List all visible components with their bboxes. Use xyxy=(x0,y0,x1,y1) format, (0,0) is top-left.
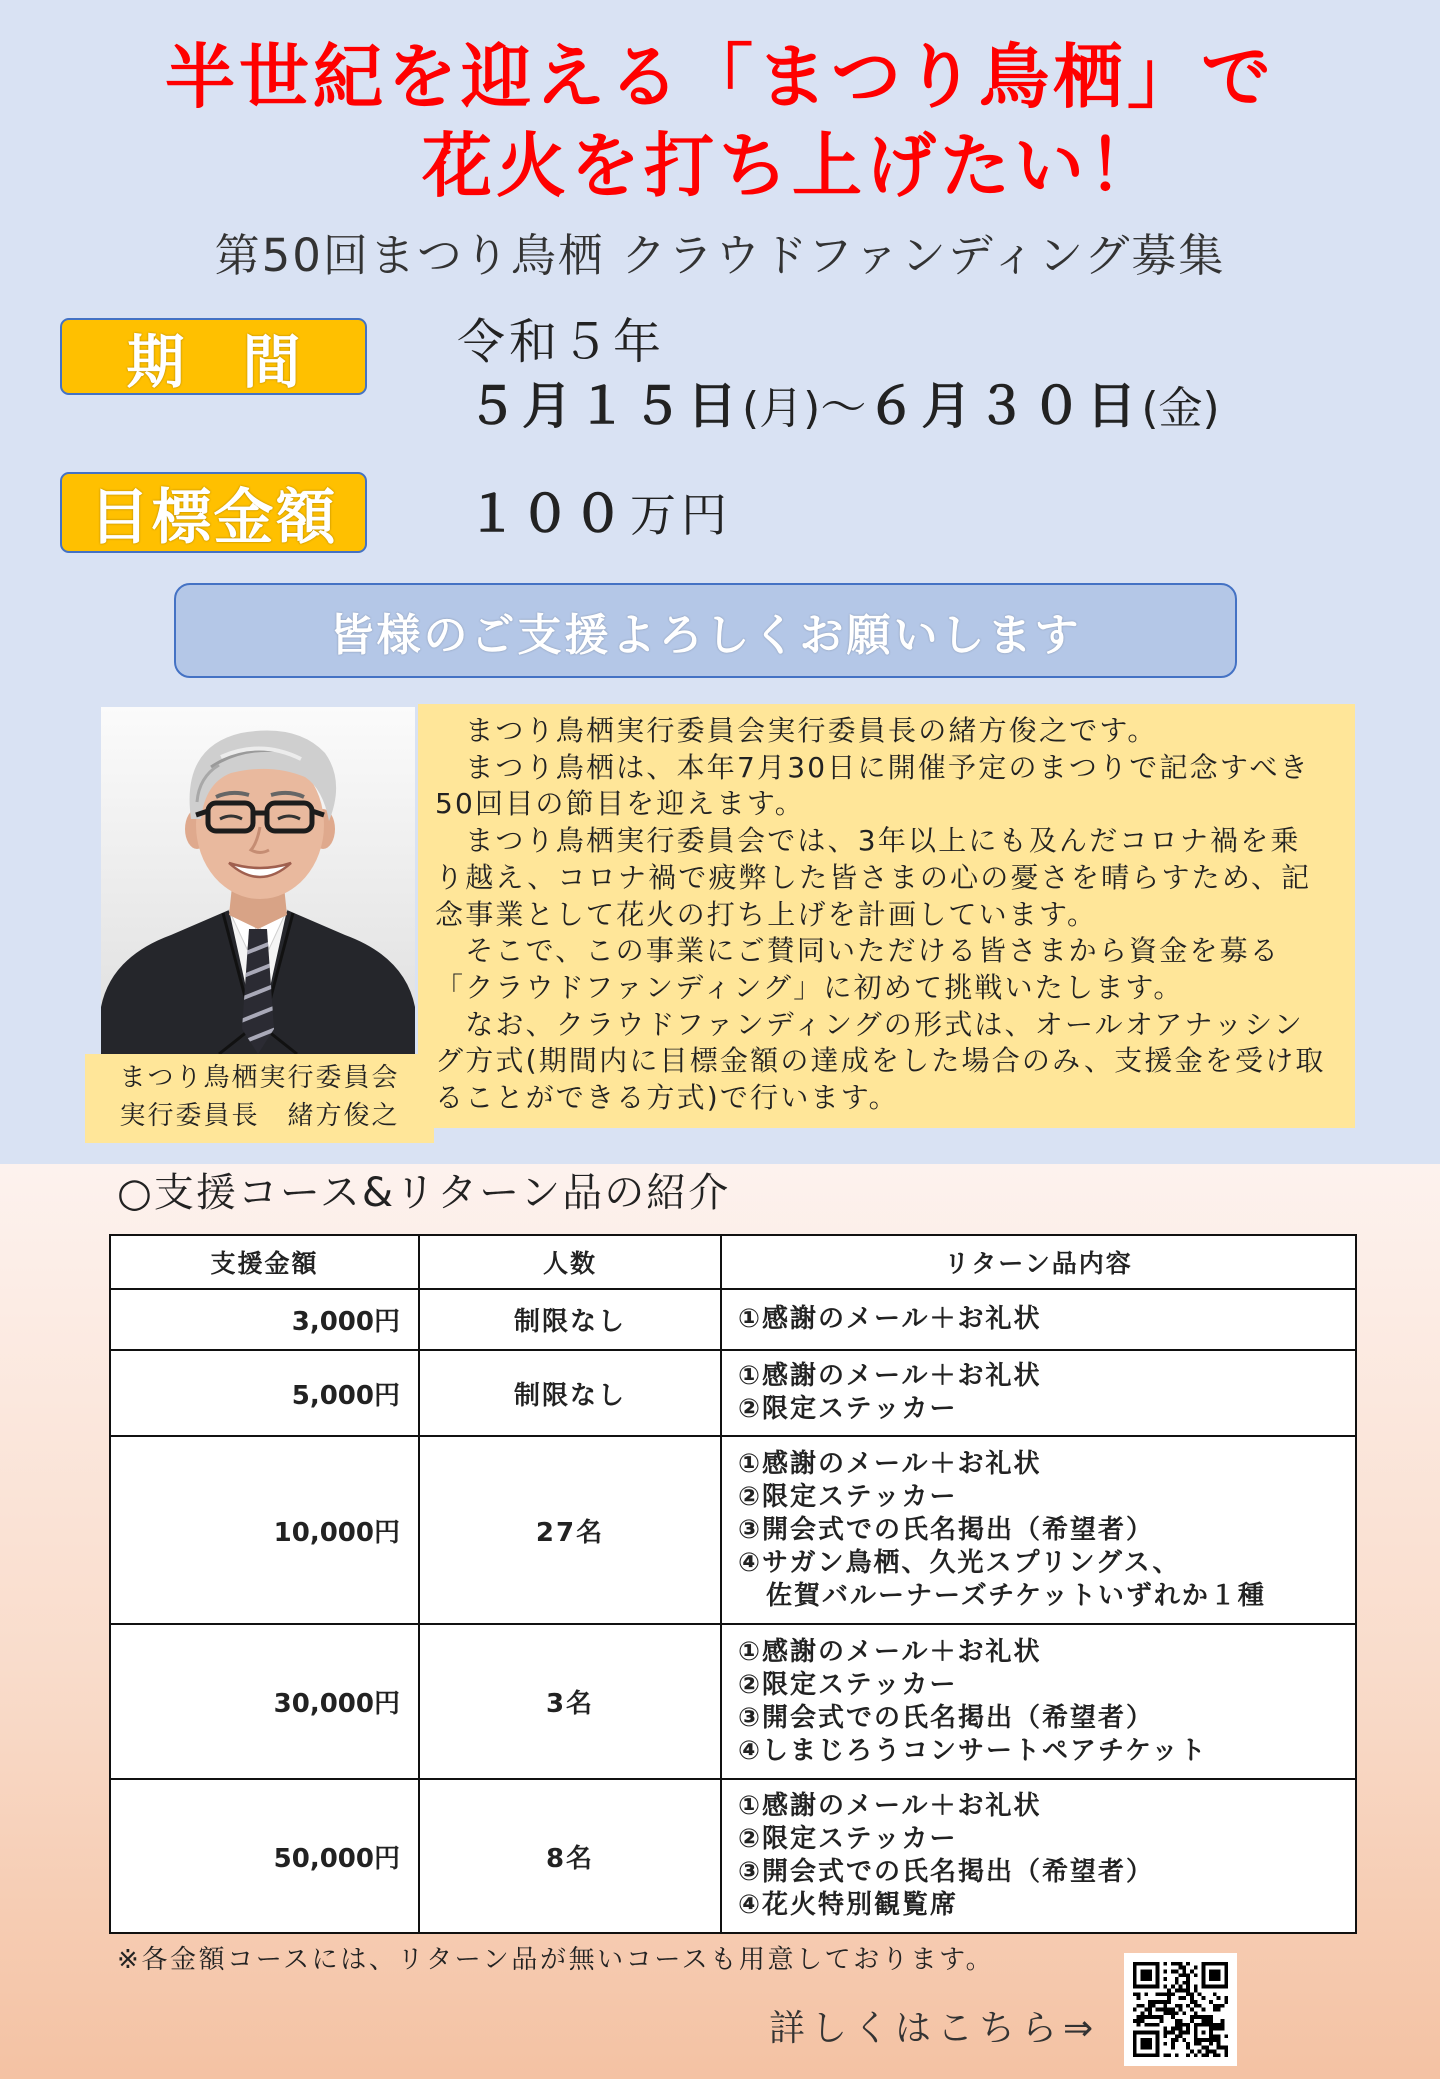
course-people: 27名 xyxy=(419,1436,721,1624)
return-item: ②限定ステッカー xyxy=(738,1481,958,1512)
course-people: 制限なし xyxy=(419,1350,721,1436)
target-amount-line xyxy=(467,486,732,543)
message-line: まつり鳥栖実行委員会実行委員長の緒方俊之です。 xyxy=(435,714,1158,747)
period-year: 令和５年 xyxy=(457,314,666,370)
target-amount: １００ xyxy=(467,485,626,543)
end-weekday: (金) xyxy=(1141,383,1220,434)
qr-code-icon xyxy=(1129,1958,1232,2061)
qr-code xyxy=(1124,1953,1237,2066)
message-box xyxy=(418,704,1355,1128)
return-item: ②限定ステッカー xyxy=(738,1824,958,1854)
message-line: そこで、この事業にご賛同いただける皆さまから資金を募る xyxy=(435,934,1281,968)
portrait-caption xyxy=(85,1054,434,1143)
course-amount: 50,000円 xyxy=(110,1779,419,1933)
caption-line: まつり鳥栖実行委員会 xyxy=(119,1063,400,1093)
courses-heading: ○支援コース&リターン品の紹介 xyxy=(117,1170,731,1216)
return-item: ④しまじろうコンサートペアチケット xyxy=(738,1735,1208,1766)
footnote: ※各金額コースには、リターン品が無いコースも用意しております。 xyxy=(117,1945,995,1975)
message-line: なお、クラウドファンディングの形式は、オールオアナッシン xyxy=(435,1007,1304,1041)
message-line: り越え、コロナ禍で疲弊した皆さまの心の憂さを晴らすため、記 xyxy=(435,860,1312,894)
qr-modules xyxy=(1133,1962,1228,2057)
support-banner: 皆様のご支援よろしくお願いします xyxy=(174,583,1237,678)
caption-line: 実行委員長 緒方俊之 xyxy=(119,1101,400,1131)
course-returns xyxy=(721,1436,1356,1624)
portrait-photo xyxy=(101,707,415,1054)
return-item: ③開会式での氏名掲出（希望者） xyxy=(738,1514,1155,1545)
message-line: まつり鳥栖は、本年7月30日に開催予定のまつりで記念すべき xyxy=(435,750,1310,784)
end-date: ６月３０日 xyxy=(866,377,1142,435)
message-line: 念事業として花火の打ち上げを計画しています。 xyxy=(435,897,1098,931)
return-item: ①感謝のメール＋お礼状 xyxy=(738,1636,1042,1667)
column-header-amount: 支援金額 xyxy=(110,1235,419,1289)
more-info-text: 詳しくはこちら⇒ xyxy=(769,2008,1100,2049)
table-row xyxy=(110,1289,1356,1350)
table-row xyxy=(110,1624,1356,1779)
return-item: ④サガン鳥栖、久光スプリングス、 xyxy=(738,1547,1181,1578)
course-amount: 3,000円 xyxy=(110,1289,419,1350)
table-row xyxy=(110,1436,1356,1624)
start-date: ５月１５日 xyxy=(467,377,742,435)
course-table xyxy=(109,1234,1357,1934)
return-item: ①感謝のメール＋お礼状 xyxy=(738,1361,1042,1391)
table-header-row xyxy=(110,1235,1356,1289)
message-line: 50回目の節目を迎えます。 xyxy=(435,787,805,821)
return-item: ①感謝のメール＋お礼状 xyxy=(738,1448,1042,1479)
period-range xyxy=(467,377,1220,438)
target-unit: 万円 xyxy=(630,488,732,542)
date-separator: ～ xyxy=(820,380,867,434)
return-item: ①感謝のメール＋お礼状 xyxy=(738,1791,1042,1821)
period-label: 期 間 xyxy=(60,318,367,395)
return-item: 佐賀バルーナーズチケットいずれか１種 xyxy=(738,1580,1266,1611)
target-label: 目標金額 xyxy=(60,472,367,553)
return-item: ②限定ステッカー xyxy=(738,1394,958,1424)
return-item: ③開会式での氏名掲出（希望者） xyxy=(738,1702,1155,1733)
course-returns xyxy=(721,1289,1356,1350)
message-line: グ方式(期間内に目標金額の達成をした場合のみ、支援金を受け取 xyxy=(435,1044,1326,1078)
headline-line-1: 半世紀を迎える「まつり鳥栖」で xyxy=(165,36,1275,118)
subtitle: 第50回まつり鳥栖 クラウドファンディング募集 xyxy=(214,229,1226,282)
return-item: ②限定ステッカー xyxy=(738,1669,958,1700)
course-people: 8名 xyxy=(419,1779,721,1933)
course-people: 3名 xyxy=(419,1624,721,1779)
course-amount: 5,000円 xyxy=(110,1350,419,1436)
message-line: ることができる方式)で行います。 xyxy=(435,1081,899,1115)
headline-line-2: 花火を打ち上げたい！ xyxy=(422,125,1162,207)
return-item: ③開会式での氏名掲出（希望者） xyxy=(738,1857,1155,1887)
table-row xyxy=(110,1779,1356,1933)
course-returns xyxy=(721,1779,1356,1933)
column-header-people: 人数 xyxy=(419,1235,721,1289)
course-people: 制限なし xyxy=(419,1289,721,1350)
column-header-returns: リターン品内容 xyxy=(721,1235,1356,1289)
course-amount: 10,000円 xyxy=(110,1436,419,1624)
course-amount: 30,000円 xyxy=(110,1624,419,1779)
start-weekday: (月) xyxy=(742,383,821,434)
return-item: ①感謝のメール＋お礼状 xyxy=(738,1304,1042,1334)
course-returns xyxy=(721,1350,1356,1436)
table-row xyxy=(110,1350,1356,1436)
message-line: 「クラウドファンディング」に初めて挑戦いたします。 xyxy=(435,970,1184,1004)
return-item: ④花火特別観覧席 xyxy=(738,1890,959,1920)
course-returns xyxy=(721,1624,1356,1779)
message-line: まつり鳥栖実行委員会では、3年以上にも及んだコロナ禍を乗 xyxy=(435,824,1301,858)
